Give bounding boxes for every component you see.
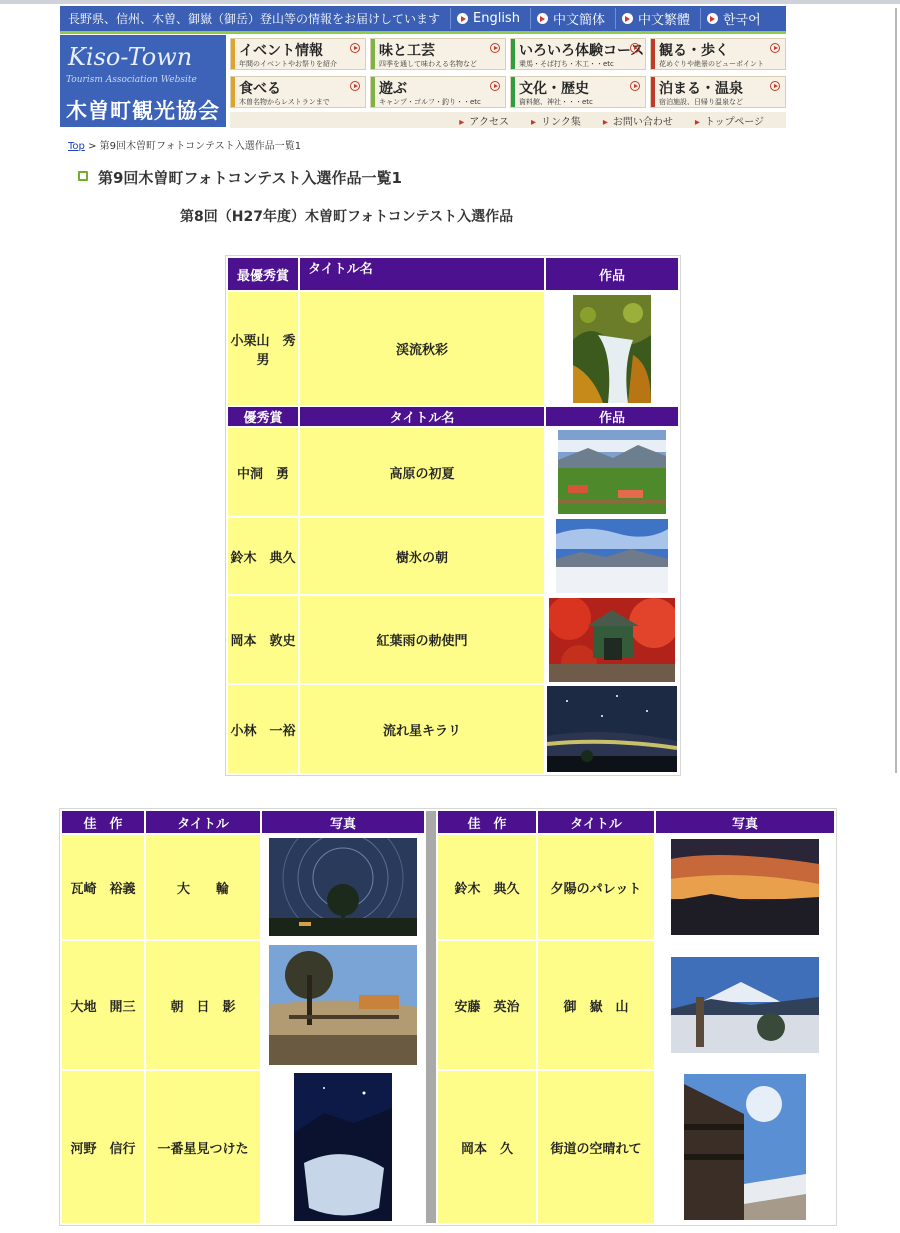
honorable-left-photo-2[interactable]	[262, 941, 424, 1069]
honorable-left-photo-1[interactable]	[262, 835, 424, 939]
photo-mount-ontake	[671, 957, 819, 1053]
honorable-header-right-title: タイトル	[538, 811, 654, 833]
honorable-right-photo-1[interactable]	[656, 835, 834, 939]
breadcrumb-top-link[interactable]: Top	[68, 141, 85, 152]
photo-highland	[558, 430, 666, 514]
honorable-header-right-name: 佳 作	[438, 811, 536, 833]
logo-script-text: Kiso-Town	[68, 43, 193, 71]
header-divider	[60, 31, 786, 34]
nav-play[interactable]: 遊ぶ キャンプ・ゴルフ・釣り・・etc	[370, 76, 506, 108]
honorable-header-left-name: 佳 作	[62, 811, 144, 833]
play-arrow-icon	[622, 13, 633, 24]
honorable-right-name-3: 岡本 久	[438, 1071, 536, 1223]
photo-shooting-star	[547, 686, 677, 772]
honorable-right-title-3: 街道の空晴れて	[538, 1071, 654, 1223]
photo-frost-morning	[556, 519, 668, 593]
honorable-left-title-1: 大 輪	[146, 835, 260, 939]
grand-prize-title: 渓流秋彩	[300, 292, 544, 405]
play-arrow-icon	[457, 13, 468, 24]
excellent-photo-4[interactable]	[546, 685, 678, 773]
honorable-mention-table	[59, 808, 837, 1226]
honorable-left-title-3: 一番星見つけた	[146, 1071, 260, 1223]
photo-star-trails-tree	[269, 838, 417, 936]
site-logo[interactable]	[60, 35, 226, 127]
excellent-name-3: 岡本 敦史	[228, 596, 298, 683]
grand-prize-photo[interactable]	[546, 292, 678, 405]
honorable-left-name-1: 瓦崎 裕義	[62, 835, 144, 939]
honorable-right-name-2: 安藤 英治	[438, 941, 536, 1069]
photo-stream-autumn	[573, 295, 651, 403]
subnav-contact-link[interactable]: ▸ お問い合わせ	[603, 113, 673, 128]
header-tagline: 長野県、信州、木曽、御嶽（御岳）登山等の情報をお届けしています	[68, 12, 441, 26]
work-header: 作品	[546, 258, 678, 290]
photo-morning-light	[269, 945, 417, 1065]
photo-street-clear-sky	[684, 1074, 806, 1220]
main-nav	[230, 38, 786, 112]
arrow-icon	[770, 43, 780, 53]
honorable-right-photo-3[interactable]	[656, 1071, 834, 1223]
photo-first-star	[294, 1073, 392, 1221]
breadcrumb: Top > 第9回木曽町フォトコンテスト入選作品一覧1	[68, 141, 302, 152]
excellent-title-header: タイトル名	[300, 407, 544, 426]
awards-table	[225, 255, 681, 776]
grand-prize-header: 最優秀賞	[228, 258, 298, 290]
honorable-left-name-2: 大地 開三	[62, 941, 144, 1069]
photo-autumn-gate	[549, 598, 675, 682]
honorable-right-photo-2[interactable]	[656, 941, 834, 1069]
honorable-left-title-2: 朝 日 影	[146, 941, 260, 1069]
column-divider	[426, 811, 436, 1223]
arrow-icon	[490, 81, 500, 91]
nav-sightseeing[interactable]: 観る・歩く 花めぐりや絶景のビューポイント	[650, 38, 786, 70]
arrow-icon	[630, 81, 640, 91]
nav-events[interactable]: イベント情報 年間のイベントやお祭りを紹介	[230, 38, 366, 70]
photo-sunset-palette	[671, 839, 819, 935]
breadcrumb-current: 第9回木曽町フォトコンテスト入選作品一覧1	[99, 141, 302, 152]
logo-name: 木曽町観光協会	[66, 98, 220, 123]
honorable-right-title-2: 御 嶽 山	[538, 941, 654, 1069]
grand-prize-name: 小栗山 秀男	[228, 292, 298, 405]
sub-nav	[230, 112, 786, 128]
title-header: タイトル名	[300, 258, 544, 290]
arrow-icon	[350, 81, 360, 91]
excellent-title-3: 紅葉雨の勅使門	[300, 596, 544, 683]
nav-culture[interactable]: 文化・歴史 資料館、神社・・・etc	[510, 76, 646, 108]
subnav-access-link[interactable]: ▸ アクセス	[459, 113, 509, 128]
lang-chinese-simplified-button[interactable]: 中文簡体	[530, 8, 611, 29]
play-arrow-icon	[537, 13, 548, 24]
excellent-title-2: 樹氷の朝	[300, 518, 544, 594]
excellent-name-1: 中洞 勇	[228, 428, 298, 516]
excellent-photo-2[interactable]	[546, 518, 678, 594]
honorable-header-left-photo: 写真	[262, 811, 424, 833]
honorable-header-left-title: タイトル	[146, 811, 260, 833]
honorable-right-title-1: 夕陽のパレット	[538, 835, 654, 939]
nav-experience[interactable]: いろいろ体験コース 乗馬・そば打ち・木工・・etc	[510, 38, 646, 70]
excellent-work-header: 作品	[546, 407, 678, 426]
honorable-left-name-3: 河野 信行	[62, 1071, 144, 1223]
logo-subtitle: Tourism Association Website	[66, 75, 197, 85]
vertical-scrollbar[interactable]	[895, 8, 897, 773]
lang-korean-button[interactable]: 한국어	[700, 8, 767, 29]
excellent-photo-3[interactable]	[546, 596, 678, 683]
nav-stay[interactable]: 泊まる・温泉 宿泊施設、日帰り温泉など	[650, 76, 786, 108]
honorable-header-right-photo: 写真	[656, 811, 834, 833]
section-subtitle: 第8回（H27年度）木曽町フォトコンテスト入選作品	[180, 209, 514, 225]
arrow-icon	[350, 43, 360, 53]
arrow-icon	[770, 81, 780, 91]
honorable-left-photo-3[interactable]	[262, 1071, 424, 1223]
window-top-edge	[0, 0, 900, 4]
arrow-icon	[630, 43, 640, 53]
excellent-name-4: 小林 一裕	[228, 685, 298, 773]
lang-english-button[interactable]: English	[450, 8, 526, 29]
excellent-prize-header: 優秀賞	[228, 407, 298, 426]
subnav-links-link[interactable]: ▸ リンク集	[531, 113, 581, 128]
play-arrow-icon	[707, 13, 718, 24]
excellent-name-2: 鈴木 典久	[228, 518, 298, 594]
lang-chinese-traditional-button[interactable]: 中文繁體	[615, 8, 696, 29]
subnav-top-link[interactable]: ▸ トップページ	[695, 113, 764, 128]
nav-crafts[interactable]: 味と工芸 四季を通して味わえる名物など	[370, 38, 506, 70]
excellent-title-1: 高原の初夏	[300, 428, 544, 516]
nav-food[interactable]: 食べる 木曽名物からレストランまで	[230, 76, 366, 108]
excellent-title-4: 流れ星キラリ	[300, 685, 544, 773]
bullet-icon	[78, 171, 88, 181]
honorable-right-name-1: 鈴木 典久	[438, 835, 536, 939]
header-bar	[60, 6, 786, 31]
arrow-icon	[490, 43, 500, 53]
page-title: 第9回木曽町フォトコンテスト入選作品一覧1	[78, 167, 402, 188]
excellent-photo-1[interactable]	[546, 428, 678, 516]
